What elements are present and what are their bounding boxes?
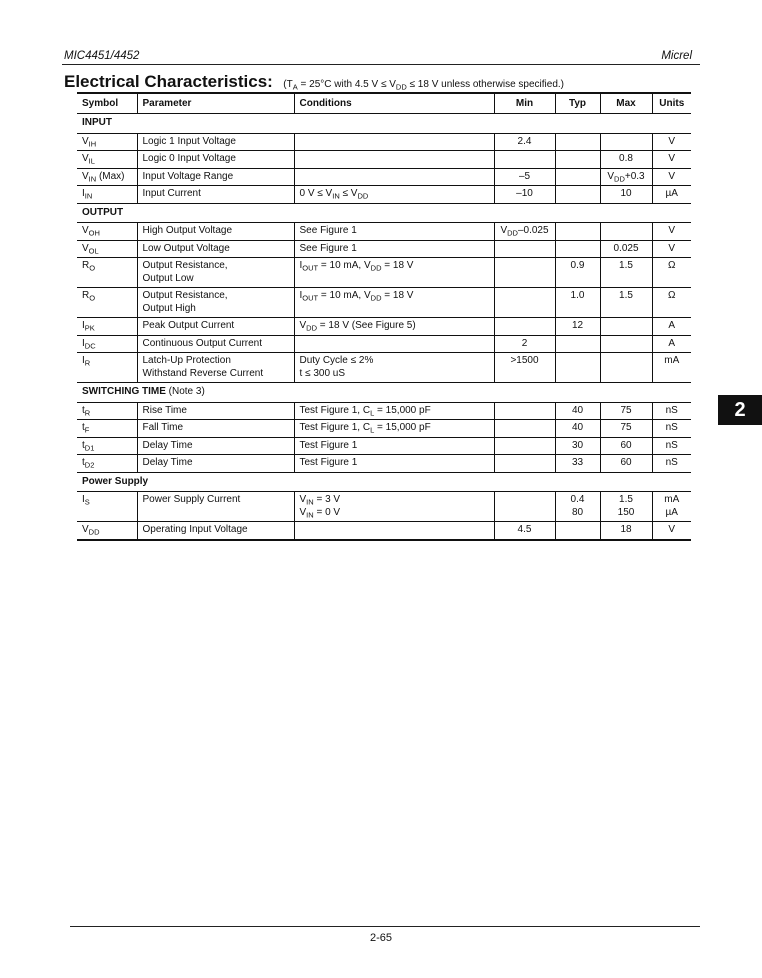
table-row-voh (77, 223, 691, 241)
max-cell (600, 318, 652, 336)
units-cell: Ω (652, 258, 691, 288)
table-row-vin-max (77, 168, 691, 186)
typ-cell: 12 (555, 318, 600, 336)
typ-cell (555, 151, 600, 169)
conditions-cell: Test Figure 1, $C_L = 15,000$ pF (294, 402, 494, 420)
page-number: 2-65 (369, 932, 393, 944)
parameter-cell: Fall Time (137, 420, 294, 438)
table-row-ipk (77, 318, 691, 336)
symbol-cell: $t_R$ (77, 402, 137, 420)
electrical-characteristics-table (77, 92, 691, 541)
conditions-cell: See Figure 1 (294, 223, 494, 241)
min-cell: $V_{DD}-0.025$ (494, 223, 555, 241)
typ-cell: 0.4 80 (555, 492, 600, 522)
parameter-cell: Input Current (137, 186, 294, 204)
parameter-cell: High Output Voltage (137, 223, 294, 241)
min-cell: 2.4 (494, 133, 555, 151)
min-cell (494, 240, 555, 258)
col-conditions: Conditions (294, 93, 494, 114)
symbol-cell: $R_O$ (77, 258, 137, 288)
table-row-vdd (77, 522, 691, 540)
symbol-cell: $V_{IN}$ (Max) (77, 168, 137, 186)
max-cell (600, 353, 652, 383)
parameter-cell: Delay Time (137, 437, 294, 455)
table-row-ir (77, 353, 691, 383)
table-row-ro-low (77, 258, 691, 288)
conditions-cell: Duty Cycle ≤ 2% t ≤ 300 uS (294, 353, 494, 383)
min-cell (494, 402, 555, 420)
min-cell: –10 (494, 186, 555, 204)
section-row-switching: SWITCHING TIME (Note 3) (77, 383, 691, 403)
max-cell: 18 (600, 522, 652, 540)
section-row-output: OUTPUT (77, 203, 691, 223)
conditions-cell: $V_{DD} = 18$ V (See Figure 5) (294, 318, 494, 336)
units-cell: V (652, 151, 691, 169)
units-cell: µA (652, 186, 691, 204)
typ-cell (555, 353, 600, 383)
table-header-row (77, 93, 691, 114)
max-cell (600, 223, 652, 241)
parameter-cell: Input Voltage Range (137, 168, 294, 186)
units-cell: nS (652, 402, 691, 420)
symbol-cell: $V_{IH}$ (77, 133, 137, 151)
typ-cell: 1.0 (555, 288, 600, 318)
table-row-td1 (77, 437, 691, 455)
conditions-cell (294, 133, 494, 151)
min-cell (494, 258, 555, 288)
conditions-cell (294, 151, 494, 169)
table-row-vih (77, 133, 691, 151)
symbol-cell: $V_{OL}$ (77, 240, 137, 258)
table-row-is (77, 492, 691, 522)
conditions-cell: Test Figure 1, $C_L = 15,000$ pF (294, 420, 494, 438)
col-min: Min (494, 93, 555, 114)
max-cell: 0.025 (600, 240, 652, 258)
units-cell: A (652, 318, 691, 336)
max-cell: 60 (600, 455, 652, 473)
typ-cell (555, 522, 600, 540)
symbol-cell: $I_S$ (77, 492, 137, 522)
max-cell: 0.8 (600, 151, 652, 169)
typ-cell (555, 133, 600, 151)
max-cell: 1.5 (600, 258, 652, 288)
header-brand: Micrel (661, 50, 692, 62)
typ-cell: 40 (555, 420, 600, 438)
max-cell: 60 (600, 437, 652, 455)
units-cell: nS (652, 420, 691, 438)
units-cell: V (652, 133, 691, 151)
symbol-cell: $V_{OH}$ (77, 223, 137, 241)
col-max: Max (600, 93, 652, 114)
section-tab-marker: 2 (718, 395, 762, 425)
typ-cell: 40 (555, 402, 600, 420)
header-rule (62, 64, 700, 65)
symbol-cell: $t_{D2}$ (77, 455, 137, 473)
symbol-cell: $V_{IL}$ (77, 151, 137, 169)
units-cell: nS (652, 455, 691, 473)
units-cell: V (652, 240, 691, 258)
conditions-cell: 0 $V \le V_{IN} \le V_{DD}$ (294, 186, 494, 204)
units-cell: nS (652, 437, 691, 455)
parameter-cell: Continuous Output Current (137, 335, 294, 353)
typ-cell: 30 (555, 437, 600, 455)
conditions-cell: $I_{OUT} = 10$ mA, $V_{DD} = 18$ V (294, 258, 494, 288)
col-typ: Typ (555, 93, 600, 114)
units-cell: V (652, 168, 691, 186)
table-row-idc (77, 335, 691, 353)
min-cell (494, 151, 555, 169)
symbol-cell: $V_{DD}$ (77, 522, 137, 540)
parameter-cell: Latch-Up Protection Withstand Reverse Current (137, 353, 294, 383)
parameter-cell: Power Supply Current (137, 492, 294, 522)
title-conditions: ($T_A = 25^\circ C$ with 4.5 $V \le V_{DD} \le 18$ V unless otherwise specified.) (283, 79, 564, 92)
table-row-vol (77, 240, 691, 258)
symbol-cell: $I_{PK}$ (77, 318, 137, 336)
parameter-cell: Logic 0 Input Voltage (137, 151, 294, 169)
typ-cell: 0.9 (555, 258, 600, 288)
units-cell: V (652, 522, 691, 540)
parameter-cell: Output Resistance, Output High (137, 288, 294, 318)
units-cell: V (652, 223, 691, 241)
parameter-cell: Logic 1 Input Voltage (137, 133, 294, 151)
symbol-cell: $I_{DC}$ (77, 335, 137, 353)
typ-cell (555, 335, 600, 353)
units-cell: Ω (652, 288, 691, 318)
header-part-number: MIC4451/4452 (64, 50, 140, 62)
min-cell: >1500 (494, 353, 555, 383)
col-units: Units (652, 93, 691, 114)
max-cell: 1.5 (600, 288, 652, 318)
min-cell (494, 492, 555, 522)
symbol-cell: $I_{IN}$ (77, 186, 137, 204)
typ-cell: 33 (555, 455, 600, 473)
max-cell (600, 335, 652, 353)
parameter-cell: Peak Output Current (137, 318, 294, 336)
conditions-cell: $V_{IN} = 3$ V $V_{IN} = 0$ V (294, 492, 494, 522)
max-cell: 75 (600, 402, 652, 420)
symbol-cell: $t_{D1}$ (77, 437, 137, 455)
section-title (64, 72, 564, 92)
conditions-cell: Test Figure 1 (294, 455, 494, 473)
min-cell (494, 437, 555, 455)
section-row-input: INPUT (77, 114, 691, 134)
typ-cell (555, 240, 600, 258)
conditions-cell (294, 168, 494, 186)
max-cell: 10 (600, 186, 652, 204)
footer-rule (70, 926, 700, 927)
parameter-cell: Output Resistance, Output Low (137, 258, 294, 288)
parameter-cell: Delay Time (137, 455, 294, 473)
conditions-cell (294, 335, 494, 353)
table-row-ro-high (77, 288, 691, 318)
min-cell (494, 455, 555, 473)
parameter-cell: Rise Time (137, 402, 294, 420)
units-cell: mA µA (652, 492, 691, 522)
max-cell: 75 (600, 420, 652, 438)
col-symbol: Symbol (77, 93, 137, 114)
min-cell: –5 (494, 168, 555, 186)
parameter-cell: Operating Input Voltage (137, 522, 294, 540)
conditions-cell: See Figure 1 (294, 240, 494, 258)
typ-cell (555, 168, 600, 186)
units-cell: A (652, 335, 691, 353)
min-cell (494, 288, 555, 318)
min-cell (494, 420, 555, 438)
title-main: Electrical Characteristics: (64, 72, 273, 91)
conditions-cell: $I_{OUT} = 10$ mA, $V_{DD} = 18$ V (294, 288, 494, 318)
min-cell: 4.5 (494, 522, 555, 540)
symbol-cell: $t_F$ (77, 420, 137, 438)
col-parameter: Parameter (137, 93, 294, 114)
conditions-cell (294, 522, 494, 540)
symbol-cell: $I_R$ (77, 353, 137, 383)
units-cell: mA (652, 353, 691, 383)
table-row-tr (77, 402, 691, 420)
min-cell: 2 (494, 335, 555, 353)
table-row-vil (77, 151, 691, 169)
parameter-cell: Low Output Voltage (137, 240, 294, 258)
table-row-tf (77, 420, 691, 438)
conditions-cell: Test Figure 1 (294, 437, 494, 455)
typ-cell (555, 186, 600, 204)
table-row-iin (77, 186, 691, 204)
symbol-cell: $R_O$ (77, 288, 137, 318)
max-cell: 1.5 150 (600, 492, 652, 522)
typ-cell (555, 223, 600, 241)
max-cell: $V_{DD}+0.3$ (600, 168, 652, 186)
min-cell (494, 318, 555, 336)
table-row-td2 (77, 455, 691, 473)
max-cell (600, 133, 652, 151)
section-row-power-supply: Power Supply (77, 472, 691, 492)
